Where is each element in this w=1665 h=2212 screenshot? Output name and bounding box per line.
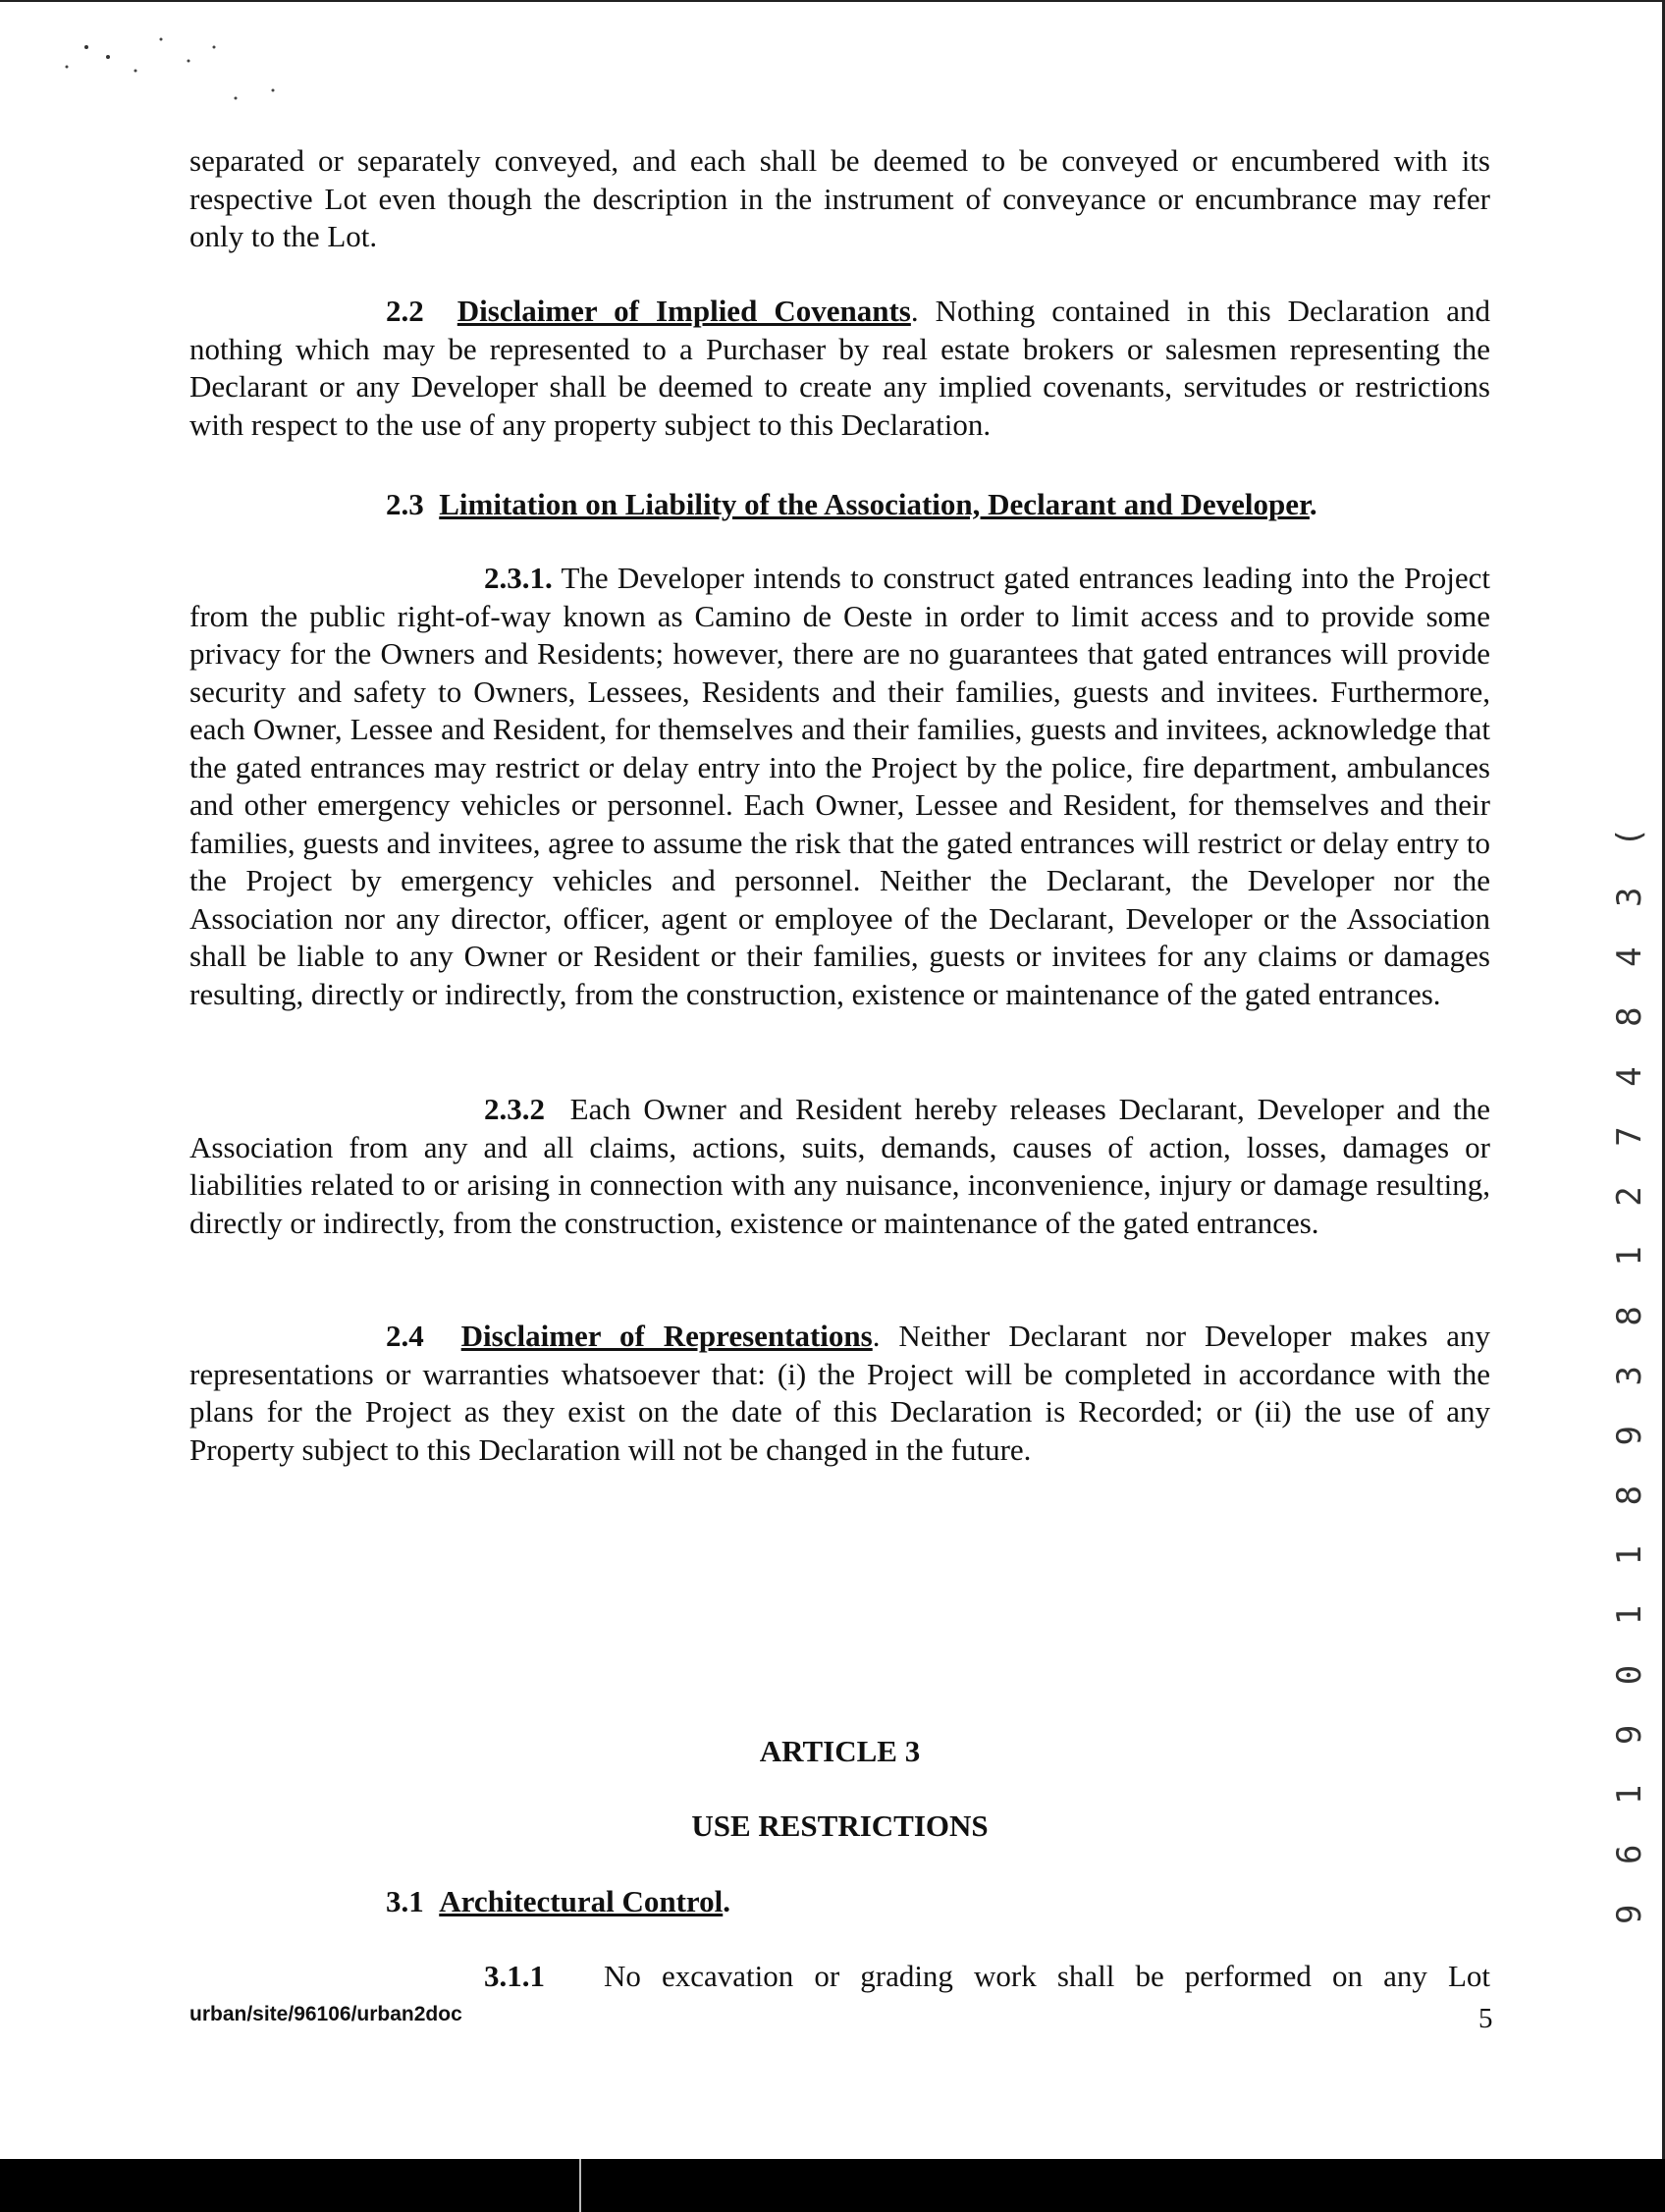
section-3-1-heading: [386, 1883, 730, 1920]
section-2-3-1-number: 2.3.1.: [484, 561, 553, 595]
section-2-3-1: [189, 560, 1490, 1013]
section-2-2-title: Disclaimer of Implied Covenants: [457, 294, 911, 328]
section-2-3-heading: [386, 486, 1317, 523]
section-2-3-title: Limitation on Liability of the Association, Declarant and Developer: [439, 487, 1310, 521]
section-2-2: [189, 293, 1490, 444]
side-document-stamp: 9 6 1 9 0 1 1 8 9 3 8 1 2 7 4 8 4 3 (: [1610, 817, 1649, 1924]
scan-specks: [39, 29, 334, 118]
section-2-3-2-text: Each Owner and Resident hereby releases Declarant, Developer and the Association from any and all claims, actions, suits, demands, causes of action, losses, damages or liabilities related to or arising in connection with any nuisance, inconvenience, injury or damage resulting, directly or indirectly, from the construction, existence or maintenance of the gated entrances.: [189, 1092, 1490, 1240]
footer-file-path: urban/site/96106/urban2doc: [189, 2003, 462, 2025]
section-3-1-number: 3.1: [386, 1884, 424, 1918]
section-2-4-title: Disclaimer of Representations: [460, 1319, 873, 1353]
scan-bottom-tick: [579, 2159, 581, 2212]
section-3-1-title: Architectural Control: [439, 1884, 724, 1918]
section-2-3-2: [189, 1091, 1490, 1242]
scan-bottom-bar: [0, 2159, 1665, 2212]
article-label: ARTICLE 3: [759, 1734, 921, 1768]
section-2-3-number: 2.3: [386, 487, 424, 521]
section-2-4: [189, 1318, 1490, 1469]
page-number: 5: [1478, 2003, 1493, 2034]
article-title: USE RESTRICTIONS: [691, 1808, 989, 1843]
section-2-3-1-text: The Developer intends to construct gated entrances leading into the Project from the public right-of-way known as Camino de Oeste in order to limit access and to provide some privacy for the Owners and Residents; however, there are no guarantees that gated entrances will provide security and safety to Owners, Lessees, Residents and their families, guests and invitees. Furthermore, each Owner, Lessee and Resident, for themselves and their families, guests and invitees, acknowledge that the gated entrances may restrict or delay entry into the Project by the police, fire department, ambulances and other emergency vehicles or personnel. Each Owner, Lessee and Resident, for themselves and their families, guests and invitees, agree to assume the risk that the gated entrances will restrict or delay entry to the Project by emergency vehicles and personnel. Neither the Declarant, the Developer nor the Association nor any director, officer, agent or employee of the Declarant, Developer or the Association shall be liable to any Owner or Resident or their families, guests or invitees for any claims or damages resulting, directly or indirectly, from the construction, existence or maintenance of the gated entrances.: [189, 561, 1490, 1011]
section-2-2-number: 2.2: [386, 294, 424, 328]
paragraph-continuation: separated or separately conveyed, and each shall be deemed to be conveyed or encumbered with its respective Lot even though the description in the instrument of conveyance or encumbrance may refer only to the Lot.: [189, 143, 1490, 253]
section-3-1-1-text: No excavation or grading work shall be performed on any Lot: [604, 1959, 1490, 1993]
page-border-top: [0, 0, 1665, 2]
section-2-3-2-number: 2.3.2: [484, 1092, 545, 1126]
section-3-1-1-number: 3.1.1: [484, 1959, 545, 1993]
section-2-3-tail: .: [1309, 487, 1317, 521]
section-3-1-1: [484, 1958, 1490, 1995]
section-2-2-text: . Nothing contained in this Declaration and nothing which may be represented to a Purchaser by real estate brokers or salesmen representing the Declarant or any Developer shall be deemed to create any implied covenants, servitudes or restrictions with respect to the use of any property subject to this Declaration.: [189, 294, 1491, 442]
section-2-4-text: . Neither Declarant nor Developer makes any representations or warranties whatsoever that: (i) the Project will be completed in accordance with the plans for the Project as they exist on the date of this Declaration is Recorded; or (ii) the use of any Property subject to this Declaration will not be changed in the future.: [189, 1319, 1491, 1467]
section-3-1-tail: .: [723, 1884, 730, 1918]
section-2-4-number: 2.4: [386, 1319, 424, 1353]
